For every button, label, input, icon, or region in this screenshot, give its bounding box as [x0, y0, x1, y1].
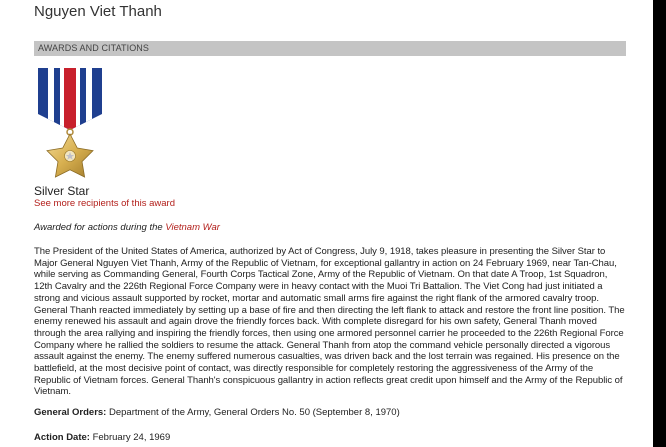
- citation-text: The President of the United States of America, authorized by Act of Congress, July 9, 1918, takes pleasure in presenting the Silver Star to Major General Nguyen Viet Thanh, Army of the Republic of Vietnam, for exceptional gallantry in action on 24 February 1969, near Tan-Chau, while serving as Commanding General, Fourth Corps Tactical Zone, Army of the Republic of Vietnam. On that date A Troop, 1st Squadron, 12th Cavalry and the 226th Regional Force Company were in heavy contact with the Muoi Tri Battalion. The Viet Cong had just initiated a strong and vicious assault supported by rocket, mortar and automatic small arms fire against the right flank of the armored cavalry troop. General Thanh reacted immediately by setting up a base of fire and then directing the left flank to attack and restore the front line position. The enemy renewed his assault and again drove the friendly forces back. With complete disregard for his own safety, General Thanh moved through the area rallying and inspiring the friendly forces, then using one armored personnel carrier he proceeded to the 226th Regional Force Company where he rallied the soldiers to resume the attack. General Thanh from atop the command vehicle personally directed a vigorous assault against the enemy. The enemy suffered numerous casualties, was driven back and the lost terrain was regained. His presence on the battlefield, at the most decisive point of contact, was directly responsible for completely restoring the aggressiveness of the Army of the Republic of Vietnam forces. General Thanh's conspicuous gallantry in action reflects great credit upon himself and the Army of the Republic of Vietnam.: [34, 246, 625, 398]
- general-orders-value: Department of the Army, General Orders No. 50 (September 8, 1970): [106, 407, 400, 418]
- vietnam-war-link[interactable]: Vietnam War: [165, 222, 220, 233]
- action-date-value: February 24, 1969: [89, 432, 171, 443]
- awarded-for-line: [34, 222, 220, 233]
- page-title: Nguyen Viet Thanh: [34, 3, 162, 20]
- action-date-label: Action Date:: [34, 432, 90, 443]
- general-orders-label: General Orders:: [34, 407, 107, 418]
- awarded-prefix: Awarded for actions during the: [34, 222, 166, 233]
- silver-star-medal-icon: [36, 68, 104, 184]
- award-name: Silver Star: [34, 184, 90, 198]
- action-date-field: [34, 432, 170, 443]
- section-header: AWARDS AND CITATIONS: [34, 41, 626, 56]
- general-orders-field: [34, 407, 400, 418]
- see-more-recipients-link[interactable]: See more recipients of this award: [34, 198, 175, 209]
